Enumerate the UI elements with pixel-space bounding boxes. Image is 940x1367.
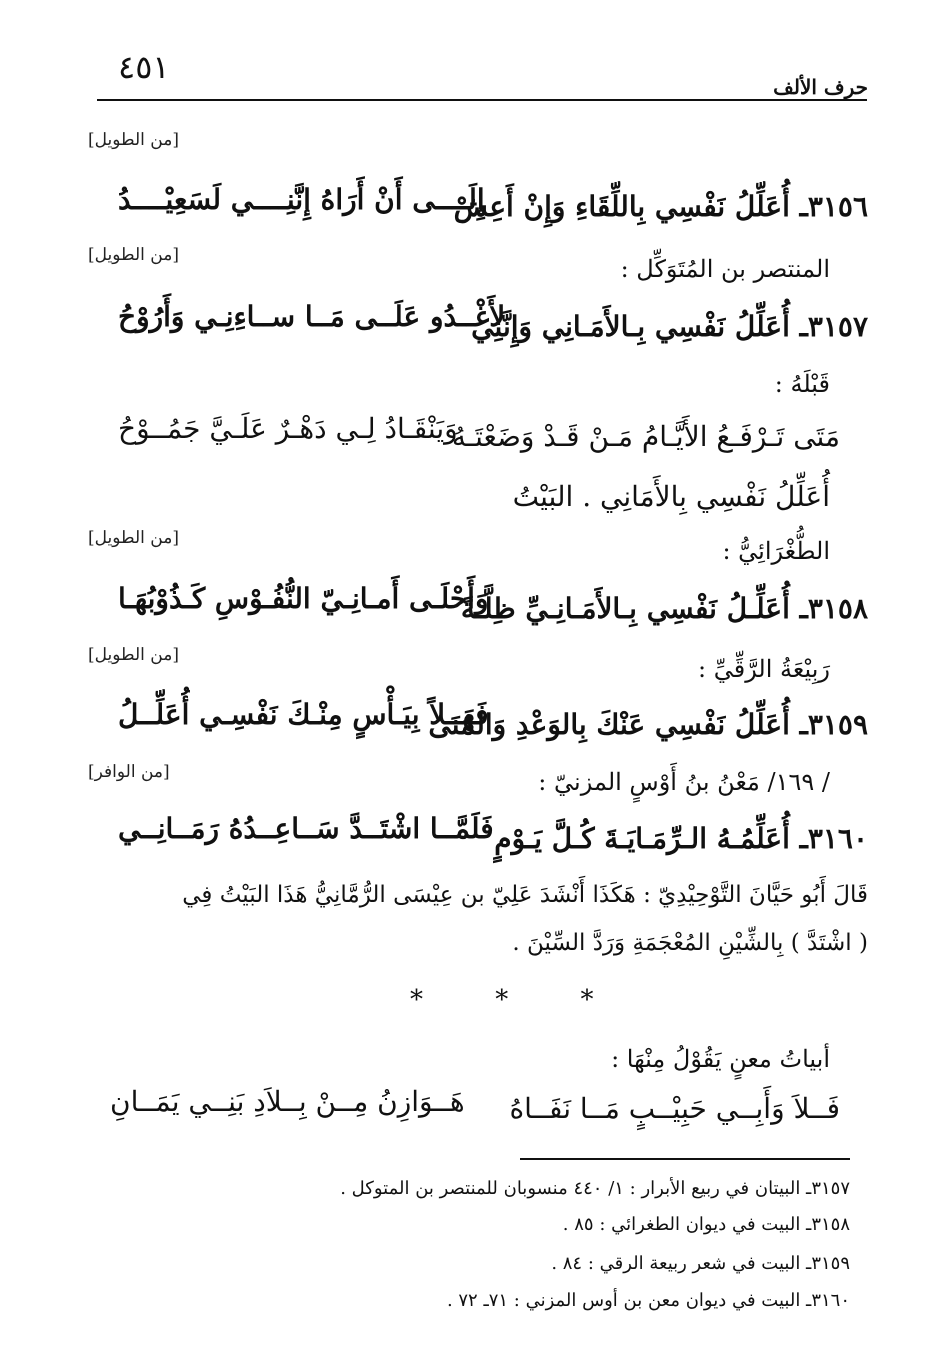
poet-name: الطُّغْرَائِيُّ :: [722, 537, 830, 565]
footnote: ٣١٥٧ـ البيتان في ربيع الأبرار : ١/ ٤٤٠ منسوبان للمنتصر بن المتوكل .: [340, 1178, 850, 1199]
meter-label: [من الطويل]: [88, 645, 179, 665]
verse-first-hemistich: ٣١٥٧ـ أُعَلِّلُ نَفْسِي بِـالأَمَـانِي وَإِنَّنِي: [471, 310, 868, 343]
header-rule: [97, 99, 867, 101]
verse-first-hemistich: ٣١٥٦ـ أُعَلِّلُ نَفْسِي بِاللِّقَاءِ وَإِنْ أَعِشْ: [453, 190, 868, 223]
verse-first-hemistich: ٣١٥٨ـ أُعَلِّـلُ نَفْسِي بِـالأَمَـانِـيِّ ظِلَّـةً: [460, 592, 868, 625]
verse-first-hemistich: ٣١٥٩ـ أُعَلِّلُ نَفْسِي عَنْكَ بِالوَعْدِ وَالمُنَى: [428, 708, 868, 741]
poet-name: المنتصر بن المُتَوَكِّل :: [620, 255, 830, 283]
meter-label: [من الطويل]: [88, 528, 179, 548]
verse-second-hemistich: وَأَحْلَـى أَمـانِـيّ النُّفُـوْسِ كَـذُوْبُهَـا: [118, 582, 489, 615]
footnote: ٣١٥٨ـ البيت في ديوان الطغرائي : ٨٥ .: [562, 1214, 850, 1235]
footnote: ٣١٥٩ـ البيت في شعر ربيعة الرقي : ٨٤ .: [551, 1253, 850, 1274]
verses-intro: أبياتُ معنٍ يَقُوْلُ مِنْهَا :: [611, 1045, 830, 1073]
poet-name: / ١٦٩/ مَعْنُ بنُ أَوْسٍ المزنيّ :: [538, 768, 830, 796]
commentary-line: ( اشْتَدَّ ) بِالشِّيْنِ المُعْجَمَةِ وَرَدَّ السِّيْنَ .: [512, 930, 868, 956]
preceding-verse-label: قَبْلَهُ :: [774, 370, 830, 398]
verse-second-hemistich: إِلَــــى أَنْ أَرَاهُ إِنَّنِــــي لَسَعِيْــــدُ: [118, 183, 485, 216]
meter-label: [من الطويل]: [88, 130, 179, 150]
chapter-title: حرف الألف: [773, 75, 868, 99]
page-number: ٤٥١: [118, 48, 170, 86]
section-separator: * * *: [410, 985, 626, 1015]
commentary-line: قَالَ أَبُو حَيَّانَ التَّوْحِيْدِيّ : هَكَذَا أَنْشَدَ عَلِيّ بن عِيْسَى الرُّمَّانِيُّ هَذَا البَيْتُ فِي: [182, 882, 868, 908]
meter-label: [من الطويل]: [88, 245, 179, 265]
verse-second-hemistich: لأَغْــدُو عَلَــى مَــا ســاءِنِـي وَأَرُوْحُ: [118, 300, 506, 333]
verse-second-hemistich: فَلَمَّــا اشْتَــدَّ سَــاعِــدُهُ رَمَــانِــي: [118, 812, 494, 845]
footnote: ٣١٦٠ـ البيت في ديوان معن بن أوس المزني : ٧١ـ ٧٢ .: [446, 1290, 850, 1311]
meter-label: [من الوافر]: [88, 762, 170, 782]
verse-first-hemistich: فَــلاَ وَأَبِــي حَبِيْــبٍ مَــا نَفَــاهُ: [509, 1092, 840, 1125]
footnote-rule: [520, 1158, 850, 1160]
poet-name: رَبِيْعَةُ الرَّقِّيِّ :: [698, 655, 830, 683]
verse-first-hemistich: ٣١٦٠ـ أُعَلِّمُـهُ الـرِّمَـايَـةَ كُـلَّ يَـوْمٍ: [494, 822, 868, 855]
verse-second-hemistich: فَهَــلاً بِيَـأْسٍ مِنْـكَ نَفْسِـي أُعَلِّــلُ: [118, 698, 489, 731]
verse-continuation: أُعَلِّلُ نَفْسِي بِالأَمَانِي . البَيْتُ: [512, 480, 830, 513]
verse-second-hemistich: وَيَنْقَـادُ لِـي دَهْـرٌ عَلَـيَّ جَمُــوْحُ: [118, 412, 458, 445]
verse-first-hemistich: مَتَى تَـرْفَـعُ الأَيَّـامُ مَـنْ قَـدْ وَضَعْتَـهُ: [451, 420, 840, 453]
verse-second-hemistich: هَــوَازِنُ مِــنْ بِــلاَدِ بَنِــي يَمَــانِ: [110, 1085, 465, 1118]
